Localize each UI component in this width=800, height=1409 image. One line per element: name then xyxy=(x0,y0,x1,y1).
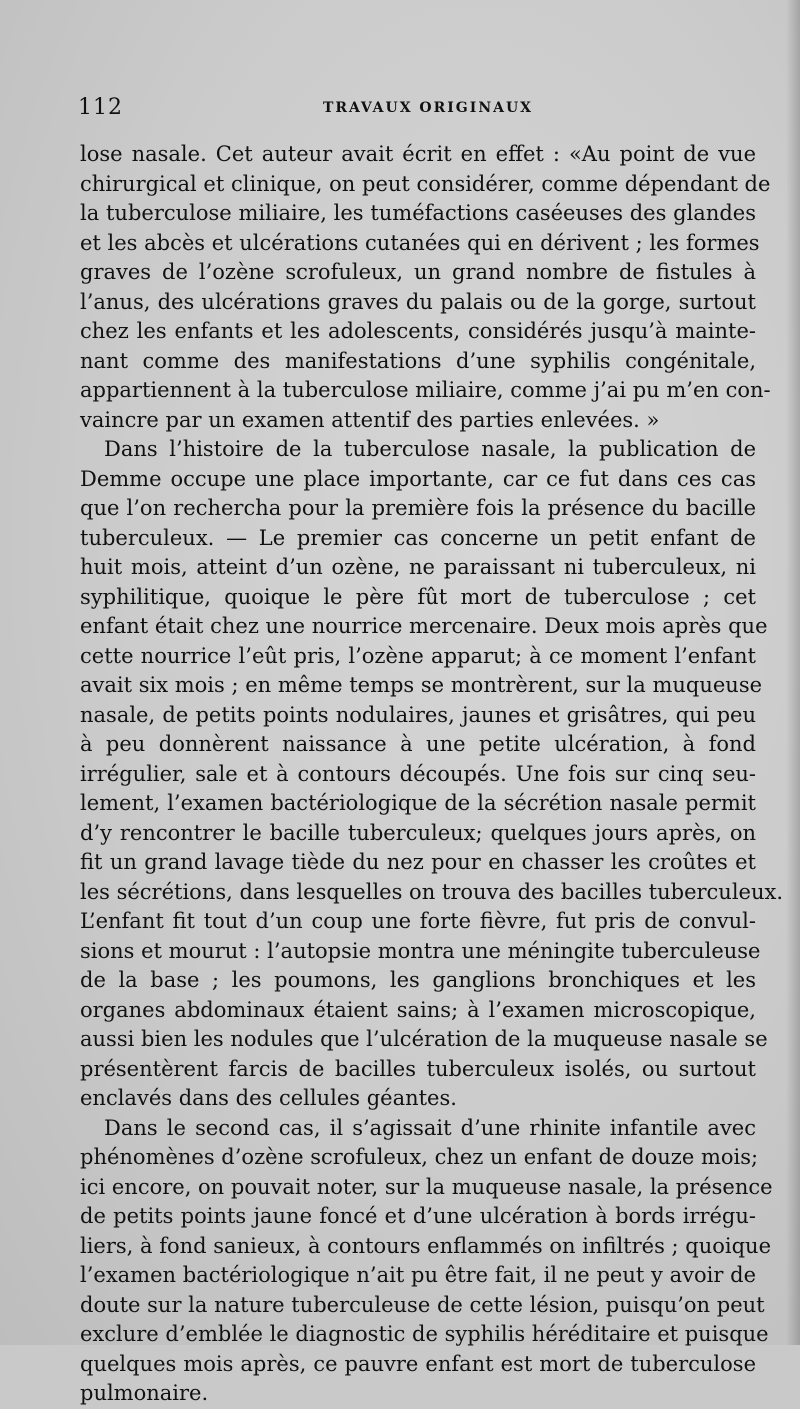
text-line: exclure d’emblée le diagnostic de syphilis héréditaire et puisque xyxy=(80,1322,769,1346)
text-line: l’examen bactériologique n’ait pu être fait, il ne peut y avoir de xyxy=(80,1263,756,1287)
text-line: enfant était chez une nourrice mercenaire. Deux mois après que xyxy=(80,614,768,638)
text-line: phénomènes d’ozène scrofuleux, chez un enfant de douze mois; xyxy=(80,1145,759,1169)
text-line: nasale, de petits points nodulaires, jaunes et grisâtres, qui peu xyxy=(80,702,756,727)
text-line: enclavés dans des cellules géantes. xyxy=(80,1086,457,1110)
text-line: d’y rencontrer le bacille tuberculeux; quelques jours après, on xyxy=(80,820,756,845)
text-line: irrégulier, sale et à contours découpés. Une fois sur cinq seu- xyxy=(80,761,756,786)
text-line: tuberculeux. — Le premier cas concerne un petit enfant de xyxy=(80,525,756,550)
text-line: Dans le second cas, il s’agissait d’une rhinite infantile avec xyxy=(104,1115,756,1140)
page-gutter-shadow xyxy=(786,0,800,1345)
text-line: l’anus, des ulcérations graves du palais ou de la gorge, surtout xyxy=(80,289,756,314)
text-line: de la base ; les poumons, les ganglions bronchiques et les xyxy=(80,968,756,992)
text-line: fit un grand lavage tiède du nez pour en chasser les croûtes et xyxy=(80,850,756,874)
page-header xyxy=(78,95,778,125)
text-line: syphilitique, quoique le père fût mort de tuberculose ; cet xyxy=(80,584,756,609)
text-line: la tuberculose miliaire, les tuméfactions caséeuses des glandes xyxy=(80,201,756,225)
text-line: Dans l’histoire de la tuberculose nasale, la publication de xyxy=(104,437,756,461)
text-line: vaincre par un examen attentif des parties enlevées. » xyxy=(80,407,660,432)
text-line: présentèrent farcis de bacilles tuberculeux isolés, ou surtout xyxy=(80,1056,756,1081)
text-line: chirurgical et clinique, on peut considérer, comme dépendant de xyxy=(80,171,771,196)
text-line: doute sur la nature tuberculeuse de cette lésion, puisqu’on peut xyxy=(80,1292,765,1317)
text-line: organes abdominaux étaient sains; à l’examen microscopique, xyxy=(80,997,756,1022)
text-line: pulmonaire. xyxy=(80,1381,209,1405)
text-line: chez les enfants et les adolescents, considérés jusqu’à mainte- xyxy=(80,319,756,343)
text-line: huit mois, atteint d’un ozène, ne paraissant ni tuberculeux, ni xyxy=(80,555,756,579)
text-line: les sécrétions, dans lesquelles on trouva des bacilles tuberculeux. xyxy=(80,879,784,904)
text-line: lement, l’examen bactériologique de la sécrétion nasale permit xyxy=(80,791,756,815)
text-line: ici encore, on pouvait noter, sur la muqueuse nasale, la présence xyxy=(80,1174,773,1199)
body-text xyxy=(80,140,784,1409)
text-line: avait six mois ; en même temps se montrèrent, sur la muqueuse xyxy=(80,673,763,697)
text-line: lose nasale. Cet auteur avait écrit en effet : «Au point de vue xyxy=(80,142,756,166)
text-line: sions et mourut : l’autopsie montra une méningite tuberculeuse xyxy=(80,938,761,963)
text-line: que l’on rechercha pour la première fois la présence du bacille xyxy=(80,496,756,520)
page-number: 112 xyxy=(78,95,123,120)
text-line: liers, à fond sanieux, à contours enflammés on infiltrés ; quoique xyxy=(80,1233,772,1258)
text-line: appartiennent à la tuberculose miliaire, comme j’ai pu m’en con- xyxy=(80,378,771,402)
text-line: à peu donnèrent naissance à une petite ulcération, à fond xyxy=(80,732,756,756)
running-title: TRAVAUX ORIGINAUX xyxy=(322,100,534,116)
text-line: aussi bien les nodules que l’ulcération de la muqueuse nasale se xyxy=(80,1027,768,1051)
text-line: quelques mois après, ce pauvre enfant est mort de tuberculose xyxy=(80,1351,756,1376)
text-line: nant comme des manifestations d’une syphilis congénitale, xyxy=(80,348,756,373)
text-line: de petits points jaune foncé et d’une ulcération à bords irrégu- xyxy=(80,1204,756,1228)
text-line: Demme occupe une place importante, car ce fut dans ces cas xyxy=(80,466,756,491)
text-line: cette nourrice l’eût pris, l’ozène apparut; à ce moment l’enfant xyxy=(80,643,756,668)
text-line: et les abcès et ulcérations cutanées qui en dérivent ; les formes xyxy=(80,230,760,255)
text-line: graves de l’ozène scrofuleux, un grand nombre de fistules à xyxy=(80,260,756,284)
text-line: L’enfant fit tout d’un coup une forte fièvre, fut pris de convul- xyxy=(80,909,756,933)
